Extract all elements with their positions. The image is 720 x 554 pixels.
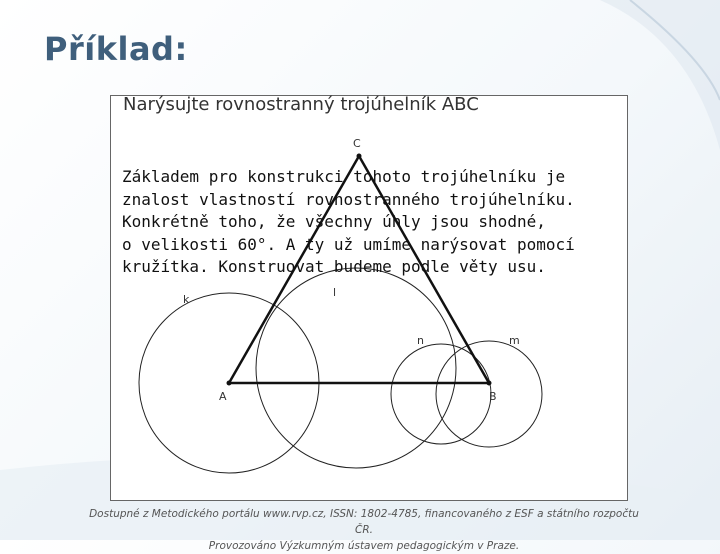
construction-figure (110, 95, 628, 501)
task-heading-partial: Narýsujte rovnostranný trojúhelník ABC (123, 94, 479, 115)
label-k: k (183, 293, 190, 306)
label-b: B (489, 390, 497, 403)
explanation-line: Konkrétně toho, že všechny úhly jsou shodné, (122, 212, 546, 231)
vertex-b-point (487, 381, 492, 386)
explanation-line: o velikosti 60°. A ty už umíme narýsovat pomocí (122, 234, 575, 254)
construction-drawing (111, 96, 627, 500)
label-n: n (417, 334, 424, 347)
vertex-a-point (227, 381, 232, 386)
label-a: A (219, 390, 227, 403)
label-c: C (353, 137, 361, 150)
explanation-line: znalost vlastností rovnostranného trojúhelníku. (122, 189, 575, 209)
explanation-text (122, 166, 592, 279)
label-m: m (509, 334, 520, 347)
explanation-line: Základem pro konstrukci tohoto trojúhelníku je (122, 167, 566, 186)
footer-credits (86, 506, 642, 554)
footer-line-2: Provozováno Výzkumným ústavem pedagogickým v Praze. (208, 540, 520, 552)
footer-line-1: Dostupné z Metodického portálu www.rvp.cz, ISSN: 1802-4785, financovaného z ESF a státního rozpočtu ČR. (89, 508, 639, 536)
label-l: l (333, 286, 337, 299)
page-title: Příklad: (44, 30, 188, 68)
vertex-c-point (357, 154, 362, 159)
circle-l (256, 268, 456, 468)
explanation-line: kružítka. Konstruovat budeme podle věty usu. (122, 257, 546, 276)
